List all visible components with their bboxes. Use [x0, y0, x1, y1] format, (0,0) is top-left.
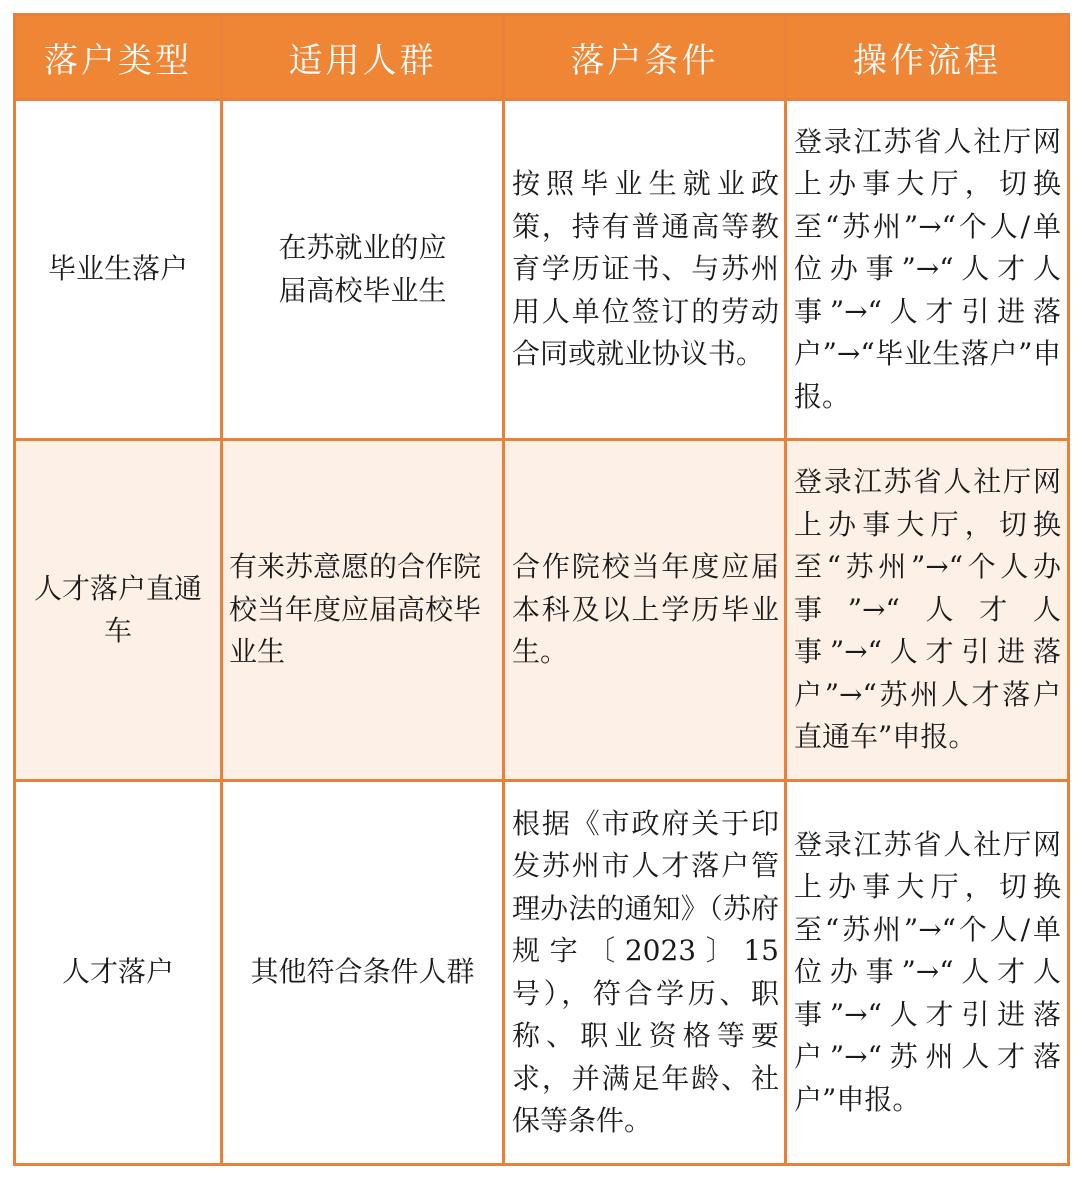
cell-settlement-type: 人才落户直通车 [15, 440, 222, 781]
cell-operation-process: 登录江苏省人社厅网上办事大厅，切换至“苏州”→“个人/单位办事”→“人才人事”→“人才引进落户”→“毕业生落户”申报。 [786, 100, 1069, 440]
cell-applicable-group: 在苏就业的应届高校毕业生 [222, 100, 504, 440]
cell-operation-process: 登录江苏省人社厅网上办事大厅，切换至“苏州”→“个人办事”→“人才人事”→“人才引进落户”→“苏州人才落户直通车”申报。 [786, 440, 1069, 781]
table-row [15, 100, 1069, 440]
header-applicable-group: 适用人群 [222, 15, 504, 100]
header-operation-process: 操作流程 [786, 15, 1069, 100]
cell-applicable-group: 有来苏意愿的合作院校当年度应届高校毕业生 [222, 440, 504, 781]
cell-settlement-type: 人才落户 [15, 781, 222, 1165]
header-settlement-type: 落户类型 [15, 15, 222, 100]
cell-operation-process: 登录江苏省人社厅网上办事大厅，切换至“苏州”→“个人/单位办事”→“人才人事”→“人才引进落户”→“苏州人才落户”申报。 [786, 781, 1069, 1165]
cell-settlement-type: 毕业生落户 [15, 100, 222, 440]
header-settlement-conditions: 落户条件 [504, 15, 786, 100]
cell-settlement-conditions: 合作院校当年度应届本科及以上学历毕业生。 [504, 440, 786, 781]
settlement-policy-table-wrap [13, 13, 1067, 1166]
table-row [15, 440, 1069, 781]
settlement-policy-table [13, 13, 1070, 1166]
table-header-row [15, 15, 1069, 100]
cell-settlement-conditions: 按照毕业生就业政策，持有普通高等教育学历证书、与苏州用人单位签订的劳动合同或就业协议书。 [504, 100, 786, 440]
table-row [15, 781, 1069, 1165]
cell-settlement-conditions: 根据《市政府关于印发苏州市人才落户管理办法的通知》（苏府规字〔2023〕15号），符合学历、职称、职业资格等要求，并满足年龄、社保等条件。 [504, 781, 786, 1165]
cell-applicable-group: 其他符合条件人群 [222, 781, 504, 1165]
